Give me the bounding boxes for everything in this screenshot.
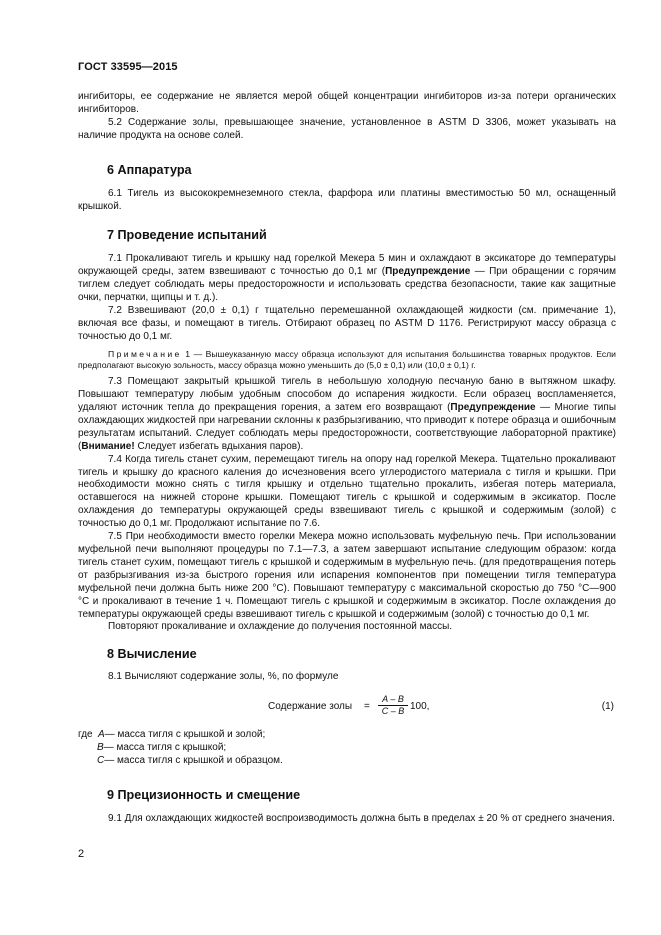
warning-label: Предупреждение	[450, 402, 536, 413]
warning-label: Предупреждение	[385, 266, 471, 278]
note-1	[78, 349, 616, 371]
paragraph-7-5: 7.5 При необходимости вместо горелки Мекера можно использовать муфельную печь. При использовании муфельной печи выполняют процедуры по 7.1—7.3, а затем завершают испытание следующим образом: когда тигель станет сухим, помещают тигель с крышкой и содержимым в муфельную печь. (для предотвращения потерь от разбрызгивания из-за быстрого горения или испарения компонентов при помещении тигля температура муфельной печи должна быть ниже 200 °С). Повышают температуру с максимальной скоростью до 750 °С—900 °С и прокаливают в течение 1 ч. Помещают тигель с крышкой и содержимым в эксикатор. После охлаждения до температуры окружающей среды взвешивают тигель с крышкой и содержимым (золой) с точностью до 0,1 мг.	[78, 531, 616, 620]
legend-symbol: C	[97, 755, 105, 767]
paragraph-6-1: 6.1 Тигель из высококремнеземного стекла, фарфора или платины вместимостью 50 мл, оснащенный крышкой.	[78, 187, 616, 212]
paragraph-7-1	[78, 253, 616, 305]
paragraph-7-3-text-e: Следует избегать вдыхания паров).	[134, 440, 304, 452]
attention-label: Внимание!	[81, 440, 135, 452]
formula-legend	[78, 728, 616, 767]
note-label: Примечание	[108, 348, 182, 359]
legend-row	[78, 754, 616, 767]
paragraph-9-1: 9.1 Для охлаждающих жидкостей воспроизводимость должна быть в пределах ± 20 % от среднего значения.	[108, 813, 615, 825]
legend-intro: где	[78, 729, 93, 741]
page-number: 2	[78, 848, 85, 860]
document-header: ГОСТ 33595—2015	[78, 61, 178, 73]
legend-symbol: A	[98, 729, 105, 741]
paragraph-7-1-text-c: — При обращении с горячим тиглем следует соблюдать меры предосторожности и использовать средства безопасности, такие как защитные очки, перчатки, щипцы и т. д.).	[78, 266, 616, 304]
section-7-heading: 7 Проведение испытаний	[107, 228, 267, 243]
paragraph-7-1-text-a: 7.1 Прокаливают тигель и крышку над горелкой Мекера 5 мин и охлаждают в эксикаторе до температуры окружающей среды, затем взвешивают с точностью до 0,1 мг (	[78, 253, 616, 278]
paragraph-7-3	[78, 376, 616, 453]
legend-text: — масса тигля с крышкой и золой;	[104, 729, 266, 741]
formula-multiplier: 100,	[410, 701, 430, 713]
formula-equals: =	[364, 701, 370, 713]
legend-text: — масса тигля с крышкой и образцом.	[104, 755, 283, 767]
paragraph-7-6: Повторяют прокаливание и охлаждение до получения постоянной массы.	[108, 621, 453, 633]
legend-text: — масса тигля с крышкой;	[103, 742, 227, 754]
paragraph-7-3-text-a: 7.3 Помещают закрытый крышкой тигель в небольшую холодную песчаную баню в вытяжном шкафу. Повышают температуру любым удобным способом до испарения жидкости. Если образец воспламеняется, удаляют источник тепла до прекращения горения, а затем его возвращают (	[78, 376, 616, 413]
note-text: 1 — Вышеуказанную массу образца используют для испытания большинства товарных продуктов. Если предполагают высокую зольность, массу образца можно уменьшить до (5,0 ± 0,1) или (10,0 ± 0,1) г.	[78, 348, 616, 370]
section-6-heading: 6 Аппаратура	[107, 162, 192, 177]
legend-row	[78, 741, 616, 754]
formula-numerator: A – B	[378, 694, 408, 706]
section-9-heading: 9 Прецизионность и смещение	[107, 788, 301, 803]
formula-number: (1)	[601, 701, 614, 713]
paragraph-7-4: 7.4 Когда тигель станет сухим, перемещают тигель на опору над горелкой Мекера. Тщательно прокаливают тигель и крышку до красного каления до исчезновения всего углеродистого материала с тигля и крышки. При необходимости можно снять с тигля крышку и отдельно тщательно прокалить, избегая потерь материала, оставшегося на нижней стороне крышки. Помещают тигель с крышкой и содержимым в эксикатор. После охлаждения до температуры окружающей среды взвешивают тигель с крышкой и содержимым (золой) с точностью до 0,1 мг. Продолжают испытание по 7.6.	[78, 453, 616, 530]
paragraph-intro: ингибиторы, ее содержание не является мерой общей концентрации ингибиторов из-за потери органических ингибиторов.	[78, 91, 616, 115]
legend-row	[78, 728, 616, 741]
paragraph-7-2: 7.2 Взвешивают (20,0 ± 0,1) г тщательно перемешанной охлаждающей жидкости (см. примечание 1), включая все фазы, и помещают в тигель. Отбирают образец по ASTM D 1176. Регистрируют массу образца с точностью до 0,1 мг.	[78, 305, 616, 342]
formula-fraction	[378, 694, 408, 717]
section-8-heading: 8 Вычисление	[107, 647, 197, 662]
paragraph-8-1: 8.1 Вычисляют содержание золы, %, по формуле	[108, 671, 339, 683]
legend-symbol: B	[97, 742, 104, 754]
ash-content-formula	[78, 688, 616, 724]
paragraph-5-2: 5.2 Содержание золы, превышающее значение, установленное в ASTM D 3306, может указывать на наличие продукта на основе солей.	[78, 116, 616, 141]
paragraph-7-3-text-c: — Многие типы охлаждающих жидкостей при нагревании склонны к разбрызгиванию, что приводит к потере образца и ошибочным результатам испытаний. Следует соблюдать меры предосторожности, соответствующие лабораторной практике) (	[78, 402, 616, 452]
formula-denominator: C – B	[381, 706, 405, 717]
formula-lhs: Содержание золы	[268, 701, 353, 713]
document-body	[78, 91, 616, 826]
